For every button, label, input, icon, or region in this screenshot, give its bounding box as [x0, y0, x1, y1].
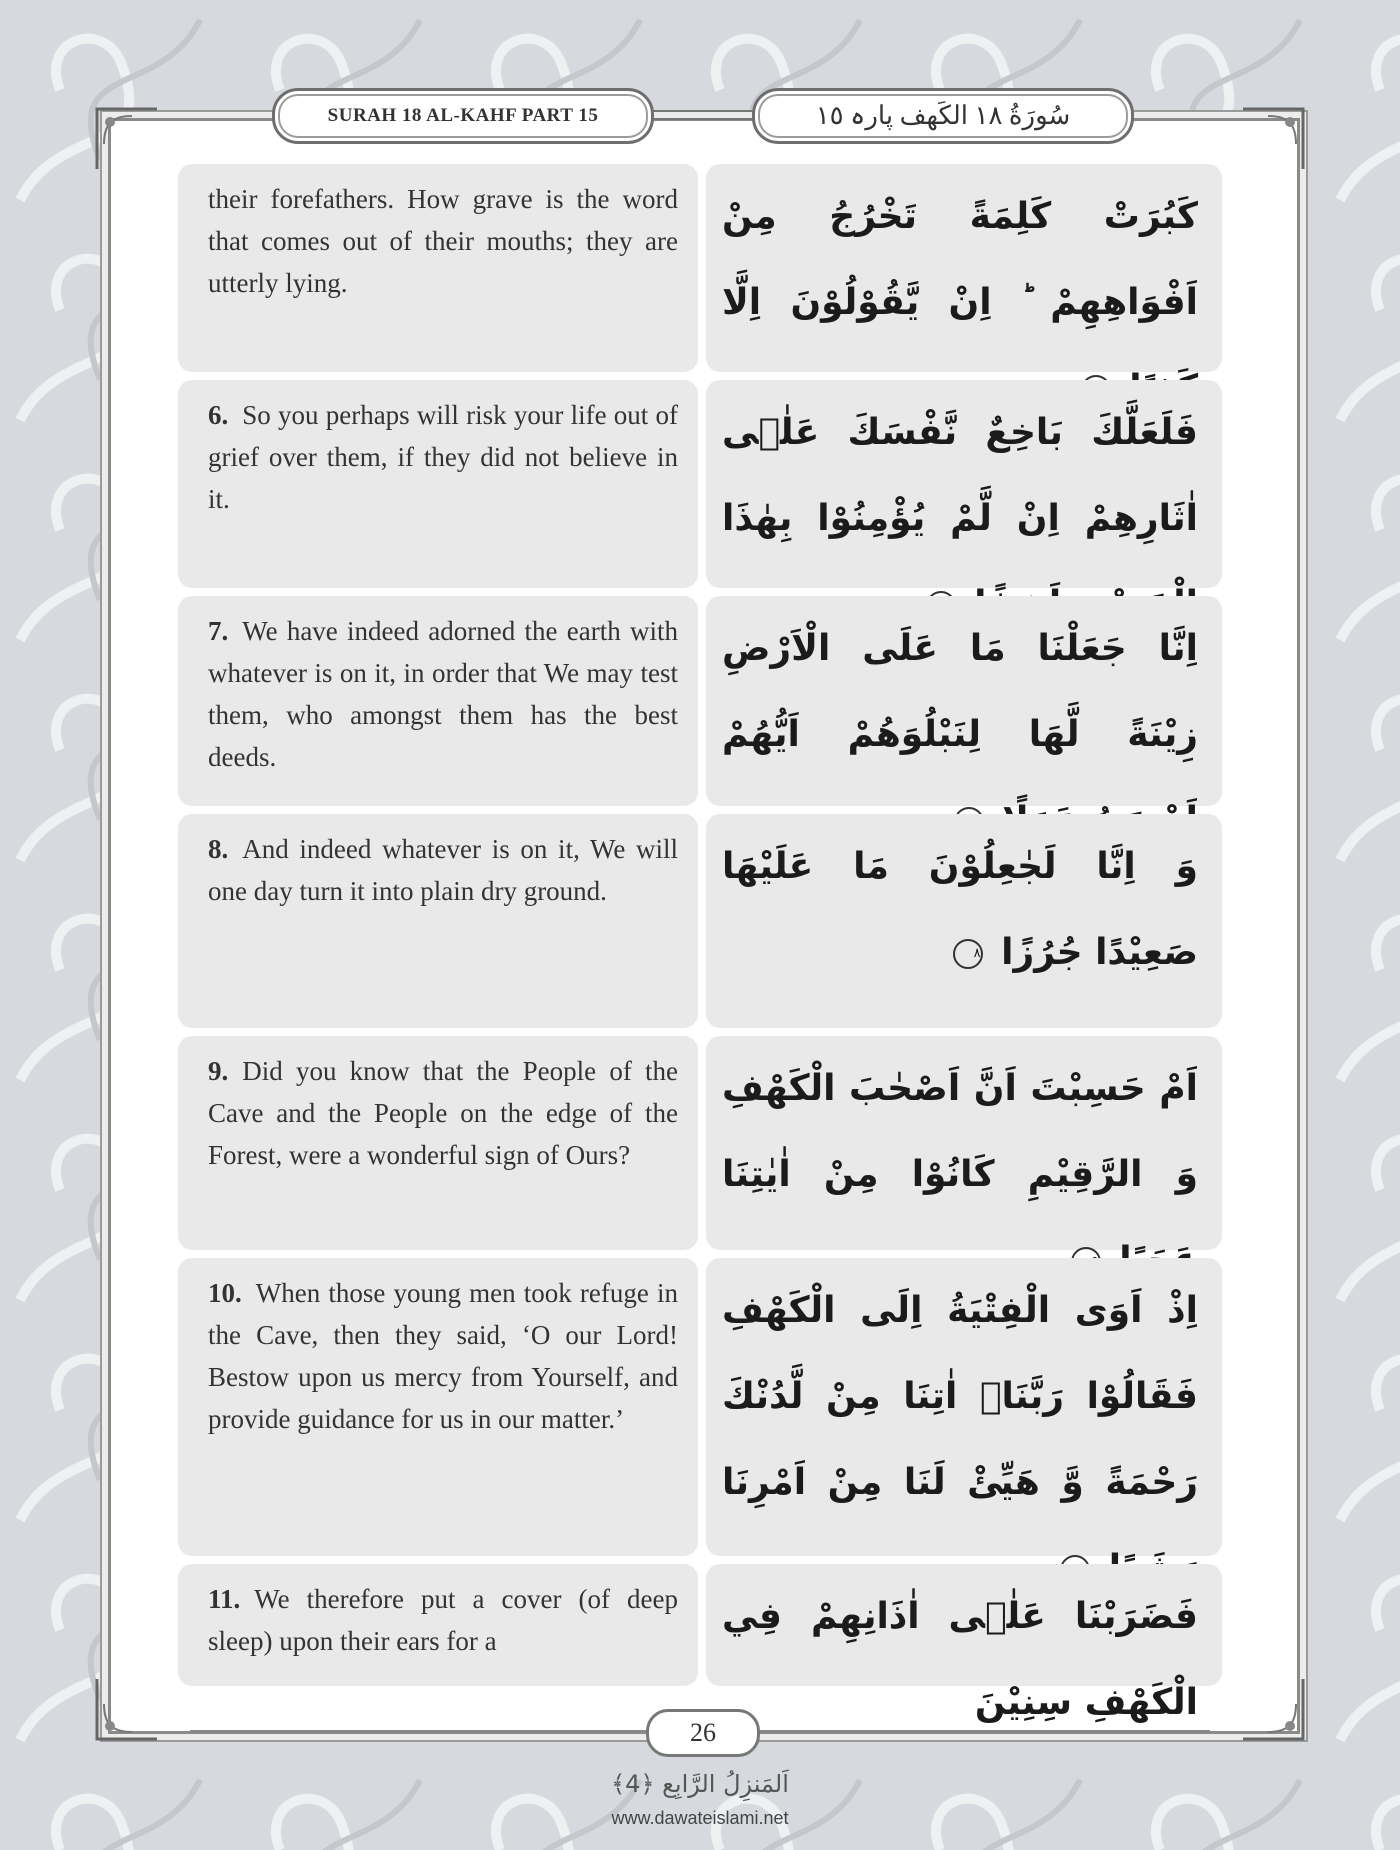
corner-ornament-icon	[1238, 1674, 1308, 1744]
translation-cell	[178, 596, 698, 806]
verse-translation: And indeed whatever is on it, We will one day turn it into plain dry ground.	[208, 834, 678, 906]
verse-number: 11.	[208, 1584, 241, 1614]
verse-translation: Did you know that the People of the Cave and the People on the edge of the Forest, were a wonderful sign of Ours?	[208, 1056, 678, 1170]
arabic-verse-text: فَضَرَبْنَا عَلٰۤى اٰذَانِهِمْ فِي الْكَهْفِ سِنِيْنَ	[722, 1596, 1198, 1723]
website-url[interactable]: www.dawateislami.net	[611, 1808, 789, 1828]
verse-row	[178, 596, 1222, 806]
verse-number: 9.	[208, 1056, 229, 1086]
verse-number: 7.	[208, 616, 229, 646]
arabic-cell	[706, 164, 1222, 372]
translation-cell	[178, 814, 698, 1028]
translation-cell	[178, 380, 698, 588]
translation-text	[208, 1050, 678, 1176]
verse-row	[178, 1564, 1222, 1723]
verse-translation: their forefathers. How grave is the word that comes out of their mouths; they are utterly lying.	[208, 184, 678, 298]
arabic-verse	[722, 824, 1198, 996]
verse-translation: When those young men took refuge in the Cave, then they said, ‘O our Lord! Bestow upon us mercy from Yourself, and provide guidance for us in our matter.’	[208, 1278, 678, 1434]
translation-text	[208, 828, 678, 912]
arabic-cell	[706, 1258, 1222, 1556]
page-number: 26	[646, 1709, 760, 1757]
verse-row	[178, 164, 1222, 372]
verse-translation: So you perhaps will risk your life out of grief over them, if they did not believe in it.	[208, 400, 678, 514]
verse-row	[178, 380, 1222, 588]
arabic-verse-text: كَبُرَتْ كَلِمَةً تَخْرُجُ مِنْ اَفْوَاهِهِمْ ؕ اِنْ يَّقُوْلُوْنَ اِلَّا	[722, 196, 1198, 323]
corner-ornament-icon	[92, 1674, 162, 1744]
translation-text	[208, 178, 678, 304]
verse-number: 8.	[208, 834, 229, 864]
corner-ornament-icon	[1238, 104, 1308, 174]
translation-cell	[178, 1564, 698, 1686]
arabic-verse-text: فَلَعَلَّكَ بَاخِعٌ نَّفْسَكَ عَلٰۤى اٰثَارِهِمْ اِنْ لَّمْ يُؤْمِنُوْا بِهٰذَا	[722, 412, 1198, 539]
arabic-cell	[706, 380, 1222, 588]
verse-translation: We therefore put a cover (of deep sleep) upon their ears for a	[208, 1584, 678, 1656]
arabic-cell	[706, 596, 1222, 806]
arabic-cell	[706, 1036, 1222, 1250]
translation-cell	[178, 164, 698, 372]
arabic-cell	[706, 1564, 1222, 1723]
translation-cell	[178, 1036, 698, 1250]
arabic-verse-text: اَمْ حَسِبْتَ اَنَّ اَصْحٰبَ الْكَهْفِ وَ الرَّقِيْمِ كَانُوْا مِنْ اٰيٰتِنَا	[722, 1068, 1198, 1195]
arabic-verse-text: اِذْ اَوَى الْفِتْيَةُ اِلَى الْكَهْفِ فَقَالُوْا رَبَّنَاۤ اٰتِنَا مِنْ لَّدُنْكَ رَحْمَةً وَّ هَيِّئْ لَنَا مِنْ اَمْرِنَا	[722, 1290, 1198, 1503]
arabic-cell	[706, 814, 1222, 1028]
translation-text	[208, 1272, 678, 1440]
translation-text	[208, 394, 678, 520]
translation-cell	[178, 1258, 698, 1556]
ayah-end-marker: ٨	[953, 939, 983, 969]
verse-row	[178, 1258, 1222, 1556]
header-connector	[648, 110, 752, 120]
arabic-verse	[722, 1268, 1198, 1612]
header-surah-title: SURAH 18 AL-KAHF PART 15	[272, 88, 654, 144]
arabic-verse-text: اِنَّا جَعَلْنَا مَا عَلَى الْاَرْضِ زِيْنَةً لَّهَا لِنَبْلُوَهُمْ اَيُّهُمْ	[722, 628, 1198, 755]
header-surah-title-arabic: سُورَةُ ١٨ الكَهف پارہ ١٥	[752, 88, 1134, 144]
verse-number: 10.	[208, 1278, 242, 1308]
verse-row	[178, 814, 1222, 1028]
verse-translation: We have indeed adorned the earth with whatever is on it, in order that We may test them, who amongst them has the best deeds.	[208, 616, 678, 772]
arabic-verse-text: وَ اِنَّا لَجٰعِلُوْنَ مَا عَلَيْهَا صَعِيْدًا جُرُزًا	[722, 846, 1198, 973]
verse-number: 6.	[208, 400, 229, 430]
verse-row	[178, 1036, 1222, 1250]
translation-text	[208, 610, 678, 778]
manzil-caption: اَلمَنزِلُ الرَّابِع ﴿4﴾	[611, 1770, 789, 1798]
translation-text	[208, 1578, 678, 1662]
corner-ornament-icon	[92, 104, 162, 174]
arabic-verse	[722, 1574, 1198, 1746]
